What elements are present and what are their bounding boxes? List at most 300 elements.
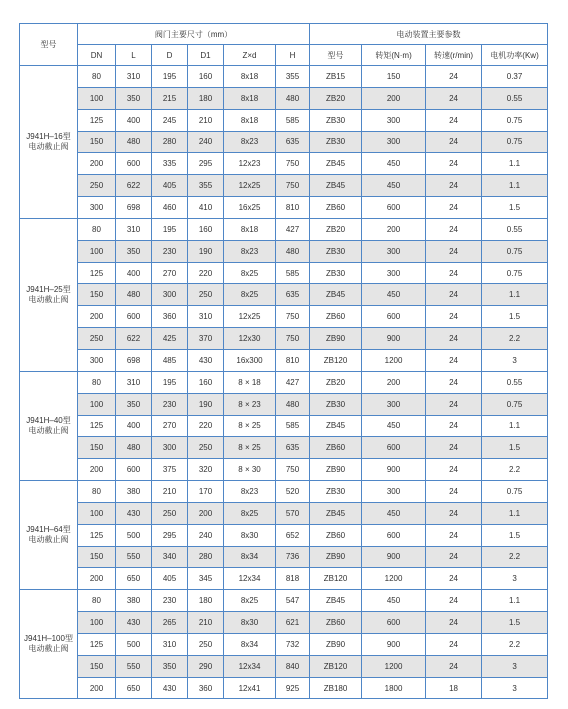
- table-cell: 1.5: [482, 437, 548, 459]
- table-cell: 8x25: [224, 284, 276, 306]
- table-cell: ZB30: [310, 109, 362, 131]
- table-cell: 550: [116, 546, 152, 568]
- model-name-line: J941H–64型: [26, 525, 71, 535]
- table-cell: 310: [116, 371, 152, 393]
- table-cell: 450: [362, 415, 426, 437]
- table-cell: 16x25: [224, 197, 276, 219]
- table-cell: ZB45: [310, 175, 362, 197]
- table-cell: ZB90: [310, 459, 362, 481]
- table-cell: 500: [116, 633, 152, 655]
- model-name-line: J941H–100型: [24, 634, 73, 644]
- table-row: [20, 568, 548, 590]
- table-cell: 320: [188, 459, 224, 481]
- table-cell: 3: [482, 677, 548, 699]
- table-cell: 450: [362, 175, 426, 197]
- table-cell: 480: [116, 437, 152, 459]
- table-cell: 2.2: [482, 546, 548, 568]
- table-cell: 300: [78, 349, 116, 371]
- table-cell: 265: [152, 612, 188, 634]
- table-cell: 250: [78, 328, 116, 350]
- table-cell: 0.75: [482, 262, 548, 284]
- table-row: [20, 175, 548, 197]
- table-cell: 24: [426, 306, 482, 328]
- table-cell: 622: [116, 175, 152, 197]
- model-name-cell: [20, 481, 78, 590]
- table-cell: 1.1: [482, 153, 548, 175]
- table-cell: 240: [188, 131, 224, 153]
- table-cell: 24: [426, 349, 482, 371]
- table-cell: 12x25: [224, 306, 276, 328]
- table-cell: 24: [426, 328, 482, 350]
- table-cell: 750: [276, 328, 310, 350]
- model-name-cell: [20, 371, 78, 480]
- table-cell: ZB45: [310, 590, 362, 612]
- table-cell: ZB30: [310, 481, 362, 503]
- table-cell: 1200: [362, 568, 426, 590]
- table-cell: 125: [78, 262, 116, 284]
- table-cell: 8x25: [224, 590, 276, 612]
- table-cell: 24: [426, 502, 482, 524]
- table-cell: 300: [362, 393, 426, 415]
- table-cell: 230: [152, 240, 188, 262]
- table-cell: 195: [152, 218, 188, 240]
- table-cell: 621: [276, 612, 310, 634]
- table-cell: 200: [188, 502, 224, 524]
- table-cell: 24: [426, 153, 482, 175]
- table-cell: 24: [426, 218, 482, 240]
- table-cell: 570: [276, 502, 310, 524]
- table-cell: 8x18: [224, 87, 276, 109]
- table-cell: 1800: [362, 677, 426, 699]
- table-cell: 200: [78, 568, 116, 590]
- table-cell: 600: [362, 197, 426, 219]
- table-cell: 310: [116, 66, 152, 88]
- table-cell: 24: [426, 197, 482, 219]
- table-cell: 195: [152, 371, 188, 393]
- table-cell: 698: [116, 197, 152, 219]
- table-cell: 300: [152, 437, 188, 459]
- table-body: [20, 66, 548, 699]
- table-cell: 280: [152, 131, 188, 153]
- table-cell: 8x18: [224, 218, 276, 240]
- column-header-dn: DN: [78, 45, 116, 66]
- table-cell: 100: [78, 240, 116, 262]
- table-cell: 24: [426, 612, 482, 634]
- table-cell: 520: [276, 481, 310, 503]
- table-cell: 150: [78, 284, 116, 306]
- table-cell: ZB90: [310, 328, 362, 350]
- table-cell: 335: [152, 153, 188, 175]
- column-header-l: L: [116, 45, 152, 66]
- table-cell: 810: [276, 197, 310, 219]
- table-cell: 240: [188, 524, 224, 546]
- table-cell: 340: [152, 546, 188, 568]
- table-row: [20, 87, 548, 109]
- table-cell: 24: [426, 655, 482, 677]
- table-cell: 220: [188, 262, 224, 284]
- table-cell: 585: [276, 262, 310, 284]
- table-cell: 427: [276, 218, 310, 240]
- table-cell: 100: [78, 393, 116, 415]
- table-cell: 450: [362, 284, 426, 306]
- table-cell: 8x18: [224, 66, 276, 88]
- table-cell: 160: [188, 218, 224, 240]
- table-cell: 622: [116, 328, 152, 350]
- table-cell: 200: [78, 153, 116, 175]
- table-cell: 200: [362, 87, 426, 109]
- table-cell: 585: [276, 109, 310, 131]
- table-cell: 0.75: [482, 240, 548, 262]
- table-cell: 350: [116, 87, 152, 109]
- table-cell: ZB60: [310, 612, 362, 634]
- table-cell: ZB30: [310, 393, 362, 415]
- table-cell: 290: [188, 655, 224, 677]
- table-cell: 230: [152, 590, 188, 612]
- model-name-cell: [20, 590, 78, 699]
- table-cell: 1.5: [482, 306, 548, 328]
- table-cell: 24: [426, 66, 482, 88]
- table-cell: 750: [276, 306, 310, 328]
- table-cell: 0.55: [482, 87, 548, 109]
- table-cell: 8x23: [224, 131, 276, 153]
- table-cell: ZB60: [310, 197, 362, 219]
- table-cell: 350: [152, 655, 188, 677]
- table-cell: 380: [116, 481, 152, 503]
- table-cell: 635: [276, 131, 310, 153]
- table-cell: 810: [276, 349, 310, 371]
- table-cell: 300: [362, 240, 426, 262]
- table-cell: 2.2: [482, 633, 548, 655]
- table-cell: 0.75: [482, 131, 548, 153]
- table-cell: 12x34: [224, 568, 276, 590]
- table-cell: 250: [78, 175, 116, 197]
- table-row: [20, 371, 548, 393]
- table-cell: 818: [276, 568, 310, 590]
- table-cell: ZB60: [310, 524, 362, 546]
- table-cell: 355: [276, 66, 310, 88]
- table-cell: 405: [152, 568, 188, 590]
- table-cell: 295: [188, 153, 224, 175]
- table-cell: 200: [362, 218, 426, 240]
- table-row: [20, 131, 548, 153]
- table-cell: 100: [78, 612, 116, 634]
- table-cell: 160: [188, 371, 224, 393]
- table-cell: ZB30: [310, 131, 362, 153]
- table-cell: 8 × 18: [224, 371, 276, 393]
- table-cell: 900: [362, 546, 426, 568]
- table-cell: 1.1: [482, 590, 548, 612]
- table-row: [20, 153, 548, 175]
- table-cell: 600: [116, 306, 152, 328]
- table-cell: ZB45: [310, 153, 362, 175]
- table-cell: 430: [188, 349, 224, 371]
- table-cell: 215: [152, 87, 188, 109]
- table-row: [20, 284, 548, 306]
- table-cell: 900: [362, 328, 426, 350]
- valve-spec-table: [19, 23, 548, 699]
- table-cell: 24: [426, 524, 482, 546]
- table-cell: 210: [188, 612, 224, 634]
- table-cell: 400: [116, 109, 152, 131]
- table-cell: ZB180: [310, 677, 362, 699]
- table-cell: 600: [362, 524, 426, 546]
- table-cell: 547: [276, 590, 310, 612]
- table-cell: 0.55: [482, 218, 548, 240]
- model-name-cell: [20, 218, 78, 371]
- table-cell: 24: [426, 393, 482, 415]
- table-cell: 345: [188, 568, 224, 590]
- model-name-line: 电动截止阀: [28, 141, 69, 151]
- table-row: [20, 590, 548, 612]
- table-cell: 1.5: [482, 197, 548, 219]
- table-cell: 450: [362, 590, 426, 612]
- table-cell: 200: [362, 371, 426, 393]
- table-cell: 2.2: [482, 459, 548, 481]
- table-cell: 270: [152, 415, 188, 437]
- table-cell: 24: [426, 590, 482, 612]
- table-cell: 125: [78, 633, 116, 655]
- table-cell: 8 × 25: [224, 437, 276, 459]
- table-cell: 480: [276, 87, 310, 109]
- table-cell: 480: [116, 131, 152, 153]
- table-cell: 8x30: [224, 524, 276, 546]
- table-cell: 180: [188, 590, 224, 612]
- table-cell: 150: [78, 131, 116, 153]
- table-cell: 400: [116, 415, 152, 437]
- table-cell: 310: [188, 306, 224, 328]
- table-cell: 12x41: [224, 677, 276, 699]
- table-cell: 0.55: [482, 371, 548, 393]
- table-cell: 750: [276, 459, 310, 481]
- table-cell: 8 × 23: [224, 393, 276, 415]
- table-cell: 16x300: [224, 349, 276, 371]
- column-header-actuator-model: 型号: [310, 45, 362, 66]
- table-cell: 0.75: [482, 393, 548, 415]
- table-row: [20, 218, 548, 240]
- table-cell: 250: [188, 284, 224, 306]
- table-cell: 460: [152, 197, 188, 219]
- table-cell: 736: [276, 546, 310, 568]
- table-row: [20, 349, 548, 371]
- table-cell: 300: [362, 109, 426, 131]
- table-cell: 3: [482, 655, 548, 677]
- table-cell: 310: [152, 633, 188, 655]
- column-header-torque: 转矩(N·m): [362, 45, 426, 66]
- model-name-line: 电动截止阀: [28, 294, 69, 304]
- table-cell: 650: [116, 677, 152, 699]
- table-cell: 190: [188, 393, 224, 415]
- table-cell: 425: [152, 328, 188, 350]
- table-cell: ZB20: [310, 218, 362, 240]
- table-cell: 280: [188, 546, 224, 568]
- table-row: [20, 633, 548, 655]
- table-cell: 600: [116, 153, 152, 175]
- table-cell: 652: [276, 524, 310, 546]
- table-cell: 450: [362, 502, 426, 524]
- table-row: [20, 197, 548, 219]
- table-row: [20, 306, 548, 328]
- table-cell: 600: [116, 459, 152, 481]
- table-cell: 12x30: [224, 328, 276, 350]
- table-cell: 24: [426, 284, 482, 306]
- table-cell: 300: [152, 284, 188, 306]
- table-row: [20, 655, 548, 677]
- table-cell: 600: [362, 612, 426, 634]
- column-header-d1: D1: [188, 45, 224, 66]
- table-cell: 732: [276, 633, 310, 655]
- table-row: [20, 262, 548, 284]
- table-header: [20, 24, 548, 66]
- table-cell: 430: [116, 502, 152, 524]
- table-cell: 270: [152, 262, 188, 284]
- table-cell: ZB15: [310, 66, 362, 88]
- table-cell: 125: [78, 415, 116, 437]
- table-cell: 1.1: [482, 415, 548, 437]
- table-cell: 0.75: [482, 109, 548, 131]
- table-row: [20, 109, 548, 131]
- table-row: [20, 393, 548, 415]
- table-cell: 80: [78, 481, 116, 503]
- table-cell: 195: [152, 66, 188, 88]
- table-cell: ZB30: [310, 262, 362, 284]
- table-cell: ZB20: [310, 371, 362, 393]
- table-cell: 1200: [362, 655, 426, 677]
- table-cell: 8x34: [224, 633, 276, 655]
- table-cell: 375: [152, 459, 188, 481]
- table-cell: 0.37: [482, 66, 548, 88]
- table-cell: 8x34: [224, 546, 276, 568]
- table-cell: 170: [188, 481, 224, 503]
- table-cell: 355: [188, 175, 224, 197]
- table-cell: 24: [426, 546, 482, 568]
- table-cell: 150: [362, 66, 426, 88]
- table-cell: 8x18: [224, 109, 276, 131]
- table-cell: ZB90: [310, 546, 362, 568]
- table-cell: 24: [426, 371, 482, 393]
- table-cell: 230: [152, 393, 188, 415]
- table-cell: 24: [426, 459, 482, 481]
- table-cell: 250: [188, 633, 224, 655]
- table-cell: 430: [152, 677, 188, 699]
- table-row: [20, 459, 548, 481]
- table-cell: 405: [152, 175, 188, 197]
- table-cell: 125: [78, 524, 116, 546]
- table-cell: 24: [426, 262, 482, 284]
- model-name-line: 电动截止阀: [28, 535, 69, 545]
- table-cell: 1.1: [482, 175, 548, 197]
- header-column-row: [20, 45, 548, 66]
- table-cell: 250: [188, 437, 224, 459]
- model-name-line: J941H–25型: [26, 284, 71, 294]
- table-row: [20, 502, 548, 524]
- table-cell: 80: [78, 590, 116, 612]
- table-cell: 750: [276, 153, 310, 175]
- table-cell: 480: [276, 393, 310, 415]
- table-cell: 925: [276, 677, 310, 699]
- table-cell: 8x23: [224, 481, 276, 503]
- table-row: [20, 612, 548, 634]
- table-cell: 80: [78, 218, 116, 240]
- model-column-header: 型号: [20, 24, 78, 66]
- table-cell: 210: [152, 481, 188, 503]
- table-cell: 300: [362, 131, 426, 153]
- table-cell: 900: [362, 459, 426, 481]
- table-cell: 12x34: [224, 655, 276, 677]
- table-cell: 410: [188, 197, 224, 219]
- table-cell: ZB120: [310, 655, 362, 677]
- table-cell: 1.5: [482, 612, 548, 634]
- model-name-line: 电动截止阀: [28, 644, 69, 654]
- table-cell: ZB90: [310, 633, 362, 655]
- table-cell: 750: [276, 175, 310, 197]
- column-header-motor-power: 电机功率(Kw): [482, 45, 548, 66]
- table-cell: 370: [188, 328, 224, 350]
- table-cell: 24: [426, 481, 482, 503]
- table-cell: ZB60: [310, 437, 362, 459]
- actuator-params-header: 电动装置主要参数: [310, 24, 548, 45]
- table-cell: 360: [188, 677, 224, 699]
- table-cell: 450: [362, 153, 426, 175]
- table-cell: 160: [188, 66, 224, 88]
- table-cell: 200: [78, 306, 116, 328]
- table-cell: 585: [276, 415, 310, 437]
- table-cell: ZB120: [310, 568, 362, 590]
- table-cell: 8x25: [224, 262, 276, 284]
- table-cell: 360: [152, 306, 188, 328]
- table-cell: 8 × 25: [224, 415, 276, 437]
- table-cell: 635: [276, 284, 310, 306]
- table-cell: 80: [78, 371, 116, 393]
- table-cell: 12x25: [224, 175, 276, 197]
- table-cell: 380: [116, 590, 152, 612]
- table-cell: 150: [78, 437, 116, 459]
- table-cell: 24: [426, 240, 482, 262]
- table-cell: 650: [116, 568, 152, 590]
- table-cell: ZB120: [310, 349, 362, 371]
- model-name-line: J941H–40型: [26, 415, 71, 425]
- table-cell: 350: [116, 393, 152, 415]
- table-cell: 1.5: [482, 524, 548, 546]
- table-cell: 180: [188, 87, 224, 109]
- table-cell: 698: [116, 349, 152, 371]
- table-cell: 900: [362, 633, 426, 655]
- table-row: [20, 328, 548, 350]
- table-row: [20, 481, 548, 503]
- table-cell: 0.75: [482, 481, 548, 503]
- table-cell: 3: [482, 349, 548, 371]
- column-header-speed: 转速(r/min): [426, 45, 482, 66]
- table-cell: 24: [426, 633, 482, 655]
- table-cell: 300: [362, 481, 426, 503]
- table-row: [20, 66, 548, 88]
- table-cell: 3: [482, 568, 548, 590]
- table-cell: 80: [78, 66, 116, 88]
- model-name-line: 电动截止阀: [28, 425, 69, 435]
- table-cell: 100: [78, 502, 116, 524]
- table-cell: ZB45: [310, 415, 362, 437]
- table-cell: 210: [188, 109, 224, 131]
- model-name-line: J941H–16型: [26, 131, 71, 141]
- table-cell: 24: [426, 568, 482, 590]
- table-cell: 200: [78, 459, 116, 481]
- table-cell: 427: [276, 371, 310, 393]
- table-row: [20, 240, 548, 262]
- table-cell: 190: [188, 240, 224, 262]
- table-cell: 295: [152, 524, 188, 546]
- table-cell: 24: [426, 437, 482, 459]
- table-cell: 635: [276, 437, 310, 459]
- table-cell: 2.2: [482, 328, 548, 350]
